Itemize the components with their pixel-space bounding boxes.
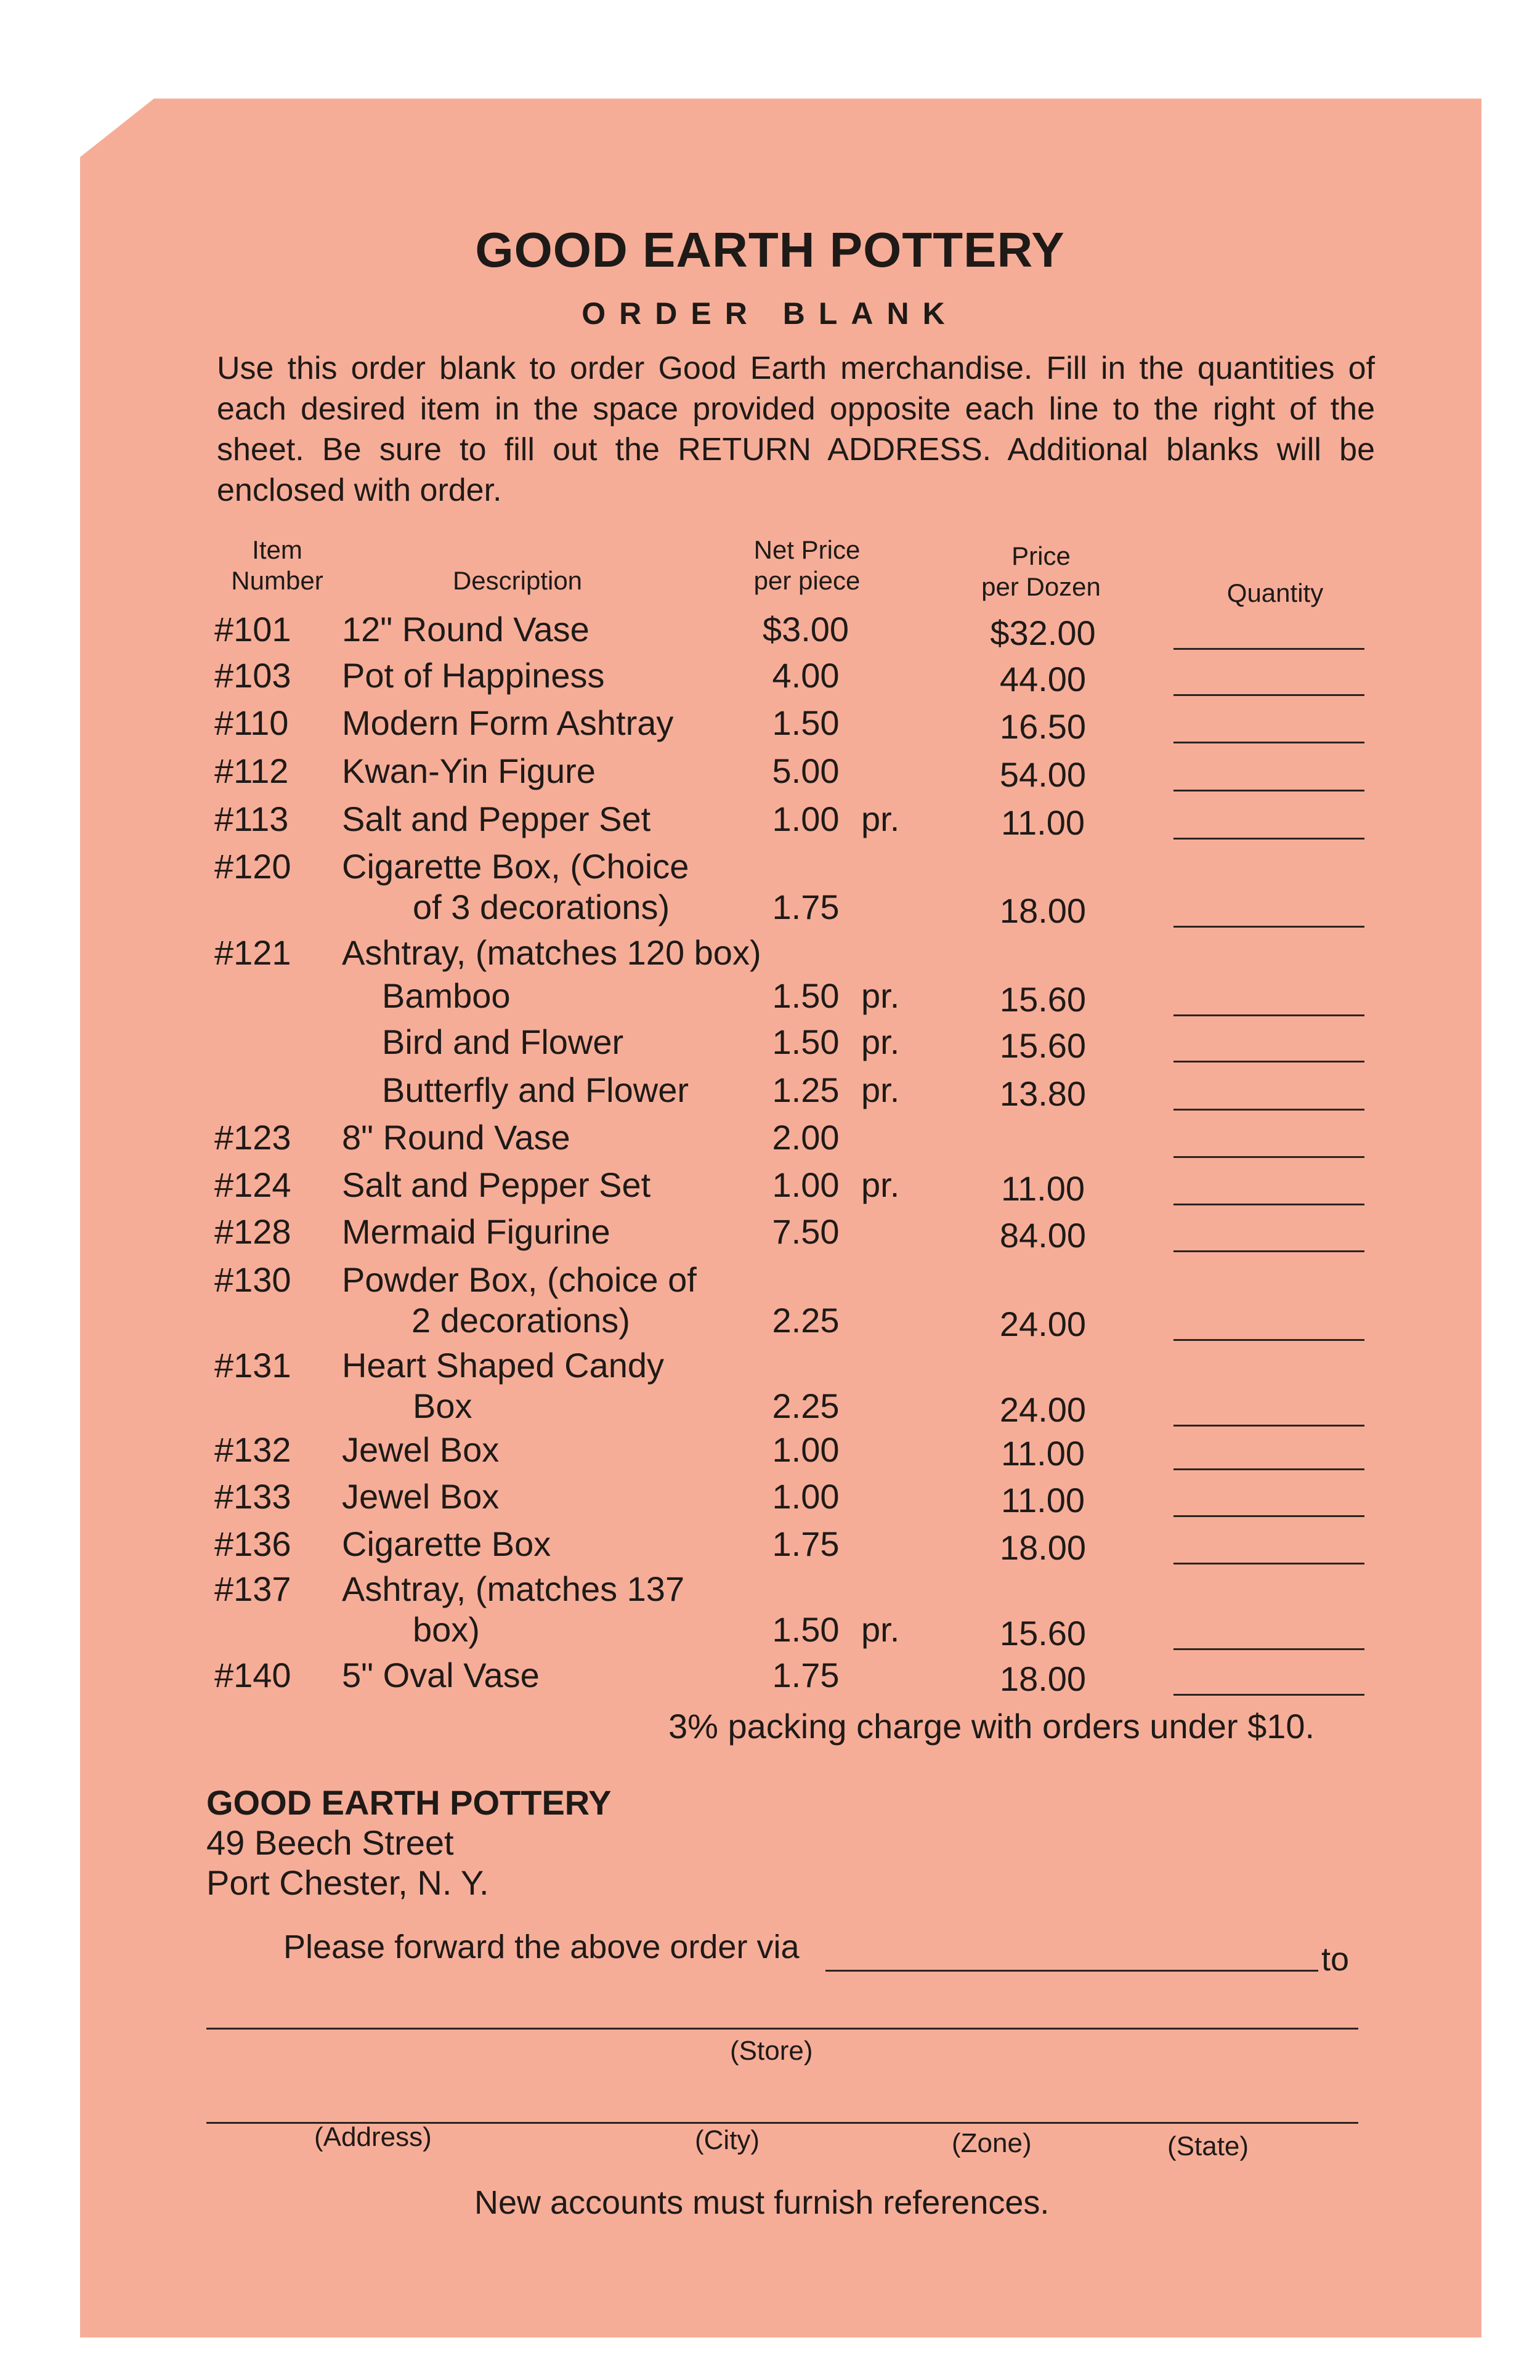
item-unit: pr. (861, 799, 900, 838)
forward-via-field[interactable] (825, 1970, 1318, 1972)
item-net-price: 1.75 (772, 1656, 840, 1694)
quantity-field[interactable] (1173, 1515, 1364, 1517)
quantity-field[interactable] (1173, 1468, 1364, 1470)
column-header-quantity: Quantity (1226, 578, 1324, 607)
item-description-cont: Butterfly and Flower (382, 1071, 689, 1109)
references-note: New accounts must furnish references. (474, 2184, 1050, 2221)
item-net-price: 1.50 (772, 976, 840, 1015)
quantity-field[interactable] (1173, 694, 1364, 696)
item-net-price: 2.25 (772, 1386, 840, 1425)
item-net-price: 5.00 (772, 751, 840, 790)
item-description: Mermaid Figurine (342, 1212, 610, 1251)
item-description: Powder Box, (choice of (342, 1260, 697, 1299)
store-field[interactable] (206, 2028, 1358, 2030)
item-description: Heart Shaped Candy (342, 1346, 665, 1385)
address-label: (Address) (314, 2122, 432, 2152)
item-unit: pr. (861, 1610, 900, 1649)
item-unit: pr. (861, 1022, 900, 1061)
item-net-price: $3.00 (762, 610, 849, 649)
item-description: Ashtray, (matches 120 box) (342, 933, 761, 972)
item-description: Modern Form Ashtray (342, 703, 674, 742)
item-number: #121 (214, 933, 291, 972)
item-net-price: 2.00 (772, 1118, 840, 1157)
column-header-description: Description (452, 566, 583, 595)
quantity-field[interactable] (1173, 926, 1364, 928)
company-name: GOOD EARTH POTTERY (206, 1783, 612, 1822)
item-dozen-price: 24.00 (999, 1390, 1087, 1429)
column-header-item-number: Item Number (231, 535, 323, 595)
quantity-field[interactable] (1173, 648, 1364, 650)
quantity-field[interactable] (1173, 790, 1364, 791)
item-dozen-price: 24.00 (999, 1305, 1087, 1343)
quantity-field[interactable] (1173, 1204, 1364, 1205)
item-net-price: 1.50 (772, 1022, 840, 1061)
item-net-price: 2.25 (772, 1301, 840, 1340)
page-subtitle: ORDER BLANK (582, 296, 958, 331)
quantity-field[interactable] (1173, 1425, 1364, 1427)
item-net-price: 1.00 (772, 1430, 840, 1469)
item-dozen-price: 15.60 (999, 1026, 1087, 1065)
intro-paragraph: Use this order blank to order Good Earth merchandise. Fill in the quantities of each desired item in the space provided opposite each line to the right of the sheet. Be sure to fill out the RETURN ADDRESS. Additional blanks will be enclosed with order. (217, 350, 1375, 508)
item-number: #110 (214, 703, 289, 742)
item-description: Pot of Happiness (342, 656, 605, 695)
quantity-field[interactable] (1173, 1563, 1364, 1564)
item-description: Salt and Pepper Set (342, 1165, 651, 1204)
item-number: #113 (214, 799, 289, 838)
item-net-price: 1.75 (772, 1524, 840, 1563)
item-dozen-price: 18.00 (999, 1659, 1087, 1698)
item-dozen-price: 11.00 (1001, 803, 1085, 842)
item-number: #140 (214, 1656, 291, 1694)
item-net-price: 1.00 (772, 799, 840, 838)
item-net-price: 1.00 (772, 1165, 840, 1204)
zone-label: (Zone) (952, 2128, 1032, 2158)
company-street: 49 Beech Street (206, 1823, 454, 1862)
item-unit: pr. (861, 1165, 900, 1204)
quantity-field[interactable] (1173, 1339, 1364, 1341)
item-dozen-price: 18.00 (999, 891, 1087, 930)
item-dozen-price: 13.80 (999, 1074, 1087, 1113)
item-description: 8" Round Vase (342, 1118, 570, 1157)
item-net-price: 1.00 (772, 1477, 840, 1516)
store-label: (Store) (730, 2036, 813, 2066)
item-number: #103 (214, 656, 291, 695)
item-description-cont: box) (413, 1610, 480, 1649)
quantity-field[interactable] (1173, 1250, 1364, 1252)
item-dozen-price: 54.00 (999, 755, 1087, 794)
item-description: 5" Oval Vase (342, 1656, 540, 1694)
item-unit: pr. (861, 1071, 900, 1109)
item-net-price: 7.50 (772, 1212, 840, 1251)
item-description: 12" Round Vase (342, 610, 590, 649)
item-unit: pr. (861, 976, 900, 1015)
item-number: #124 (214, 1165, 291, 1204)
item-description: Jewel Box (342, 1430, 500, 1469)
item-net-price: 1.25 (772, 1071, 840, 1109)
forward-to-label: to (1321, 1941, 1350, 1978)
quantity-field[interactable] (1173, 1694, 1364, 1696)
quantity-field[interactable] (1173, 838, 1364, 840)
item-description-cont: Bird and Flower (382, 1022, 624, 1061)
item-dozen-price: 84.00 (999, 1216, 1087, 1255)
item-number: #131 (214, 1346, 291, 1385)
item-number: #130 (214, 1260, 291, 1299)
item-net-price: 1.50 (772, 1610, 840, 1649)
item-number: #120 (214, 847, 291, 886)
item-description: Ashtray, (matches 137 (342, 1569, 685, 1608)
item-dozen-price: 18.00 (999, 1528, 1087, 1567)
item-description: Jewel Box (342, 1477, 500, 1516)
state-label: (State) (1167, 2131, 1249, 2161)
quantity-field[interactable] (1173, 1156, 1364, 1158)
quantity-field[interactable] (1173, 1014, 1364, 1016)
item-number: #112 (214, 751, 289, 790)
item-description-cont: of 3 decorations) (413, 888, 670, 926)
item-dozen-price: 44.00 (999, 660, 1087, 698)
item-number: #128 (214, 1212, 291, 1251)
quantity-field[interactable] (1173, 1109, 1364, 1111)
item-dozen-price: $32.00 (990, 613, 1096, 652)
item-net-price: 1.75 (772, 888, 840, 926)
column-header-price-dozen: Price per Dozen (981, 541, 1101, 601)
packing-note: 3% packing charge with orders under $10. (668, 1707, 1315, 1746)
quantity-field[interactable] (1173, 1648, 1364, 1650)
item-net-price: 4.00 (772, 656, 840, 695)
item-description-cont: 2 decorations) (411, 1301, 630, 1340)
item-description: Salt and Pepper Set (342, 799, 651, 838)
item-dozen-price: 15.60 (999, 1614, 1087, 1653)
city-label: (City) (695, 2125, 760, 2155)
item-number: #101 (214, 610, 291, 649)
item-description: Kwan-Yin Figure (342, 751, 596, 790)
item-number: #123 (214, 1118, 291, 1157)
column-header-net-price: Net Price per piece (753, 535, 861, 595)
quantity-field[interactable] (1173, 1061, 1364, 1062)
item-description-cont: Box (413, 1386, 472, 1425)
item-description: Cigarette Box, (Choice (342, 847, 689, 886)
quantity-field[interactable] (1173, 742, 1364, 743)
item-dozen-price: 15.60 (999, 980, 1087, 1019)
item-number: #136 (214, 1524, 291, 1563)
item-description: Cigarette Box (342, 1524, 551, 1563)
item-net-price: 1.50 (772, 703, 840, 742)
forward-via-label: Please forward the above order via (283, 1929, 800, 1965)
item-dozen-price: 11.00 (1001, 1481, 1085, 1520)
item-number: #132 (214, 1430, 291, 1469)
item-number: #137 (214, 1569, 291, 1608)
item-dozen-price: 11.00 (1001, 1434, 1085, 1473)
page-title: GOOD EARTH POTTERY (475, 222, 1065, 277)
item-description-cont: Bamboo (382, 976, 511, 1015)
item-number: #133 (214, 1477, 291, 1516)
item-dozen-price: 16.50 (999, 707, 1087, 746)
company-city: Port Chester, N. Y. (206, 1863, 489, 1902)
item-dozen-price: 11.00 (1001, 1169, 1085, 1208)
